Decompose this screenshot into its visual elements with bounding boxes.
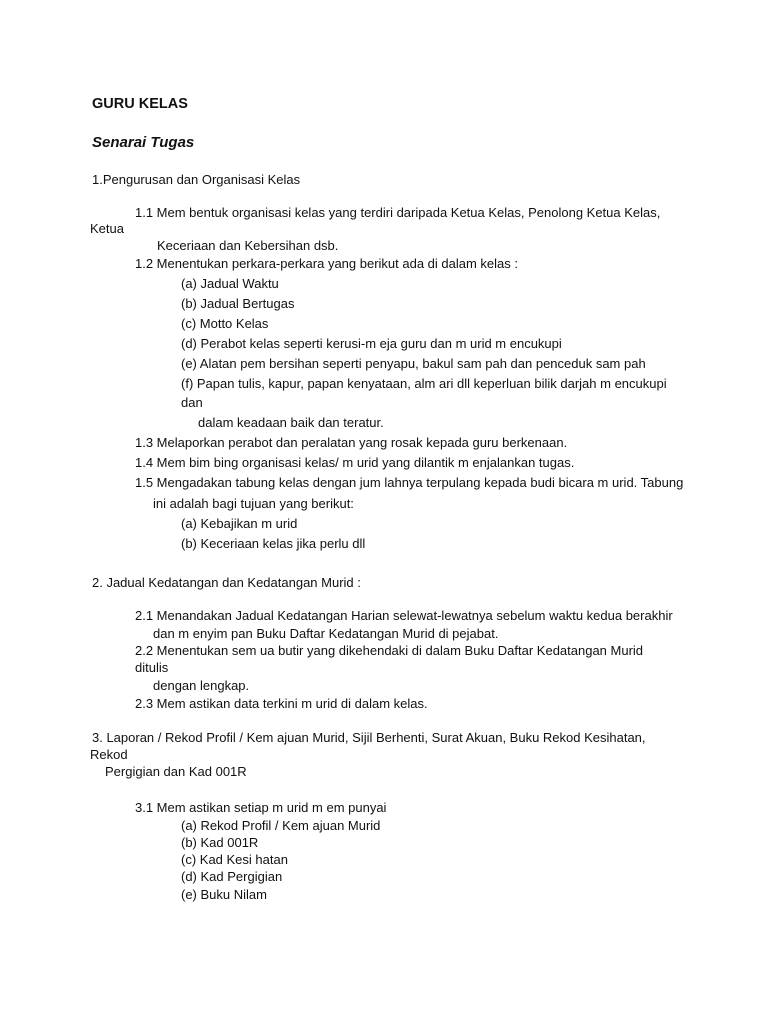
list-item-1-2-a: (a) Jadual Waktu bbox=[181, 276, 279, 291]
list-item-1-2-f: (f) Papan tulis, kapur, papan kenyataan, alm ari dll keperluan bilik darjah m encukupi bbox=[181, 376, 667, 391]
item-2-2-continuation: dengan lengkap. bbox=[153, 678, 250, 693]
item-1-5-text: 1.5 Mengadakan tabung kelas dengan jum lahnya terpulang kepada budi bicara m urid. Tabung bbox=[135, 475, 684, 490]
section-2-heading: 2. Jadual Kedatangan dan Kedatangan Murid : bbox=[92, 575, 361, 590]
list-item-3-1-a: (a) Rekod Profil / Kem ajuan Murid bbox=[181, 818, 381, 833]
list-item-1-5-b: (b) Keceriaan kelas jika perlu dll bbox=[181, 536, 366, 551]
list-item-1-2-f-continuation: dalam keadaan baik dan teratur. bbox=[198, 415, 384, 430]
item-1-1-continuation: Keceriaan dan Kebersihan dsb. bbox=[157, 238, 339, 253]
list-item-1-2-d: (d) Perabot kelas seperti kerusi-m eja guru dan m urid m encukupi bbox=[181, 336, 562, 351]
list-item-3-1-b: (b) Kad 001R bbox=[181, 835, 259, 850]
item-1-3-text: 1.3 Melaporkan perabot dan peralatan yang rosak kepada guru berkenaan. bbox=[135, 435, 568, 450]
item-1-5-continuation: ini adalah bagi tujuan yang berikut: bbox=[153, 496, 354, 511]
item-2-2-text: 2.2 Menentukan sem ua butir yang dikehendaki di dalam Buku Daftar Kedatangan Murid bbox=[135, 643, 644, 658]
document-subtitle: Senarai Tugas bbox=[92, 134, 195, 151]
item-2-3-text: 2.3 Mem astikan data terkini m urid di dalam kelas. bbox=[135, 696, 428, 711]
document-title: GURU KELAS bbox=[92, 96, 188, 112]
section-3-heading-wrap: Rekod bbox=[90, 747, 128, 762]
item-1-1-wrap: Ketua bbox=[90, 221, 124, 236]
item-1-2-text: 1.2 Menentukan perkara-perkara yang berikut ada di dalam kelas : bbox=[135, 256, 518, 271]
item-2-1-continuation: dan m enyim pan Buku Daftar Kedatangan Murid di pejabat. bbox=[153, 626, 499, 641]
section-3-heading-continuation: Pergigian dan Kad 001R bbox=[105, 764, 247, 779]
item-2-1-text: 2.1 Menandakan Jadual Kedatangan Harian selewat-lewatnya sebelum waktu kedua berakhir bbox=[135, 608, 673, 623]
list-item-1-2-b: (b) Jadual Bertugas bbox=[181, 296, 295, 311]
list-item-1-2-e: (e) Alatan pem bersihan seperti penyapu, bakul sam pah dan penceduk sam pah bbox=[181, 356, 646, 371]
section-1-heading: 1.Pengurusan dan Organisasi Kelas bbox=[92, 172, 301, 187]
item-1-4-text: 1.4 Mem bim bing organisasi kelas/ m urid yang dilantik m enjalankan tugas. bbox=[135, 455, 575, 470]
list-item-1-2-f-wrap: dan bbox=[181, 395, 203, 410]
item-3-1-text: 3.1 Mem astikan setiap m urid m em punyai bbox=[135, 800, 387, 815]
list-item-3-1-c: (c) Kad Kesi hatan bbox=[181, 852, 288, 867]
list-item-3-1-d: (d) Kad Pergigian bbox=[181, 869, 283, 884]
item-2-2-wrap: ditulis bbox=[135, 660, 169, 675]
section-3-heading: 3. Laporan / Rekod Profil / Kem ajuan Murid, Sijil Berhenti, Surat Akuan, Buku Rekod Kesihatan, bbox=[92, 730, 646, 745]
list-item-1-2-c: (c) Motto Kelas bbox=[181, 316, 269, 331]
item-1-1-text: 1.1 Mem bentuk organisasi kelas yang terdiri daripada Ketua Kelas, Penolong Ketua Kelas, bbox=[135, 205, 661, 220]
list-item-3-1-e: (e) Buku Nilam bbox=[181, 887, 267, 902]
list-item-1-5-a: (a) Kebajikan m urid bbox=[181, 516, 298, 531]
